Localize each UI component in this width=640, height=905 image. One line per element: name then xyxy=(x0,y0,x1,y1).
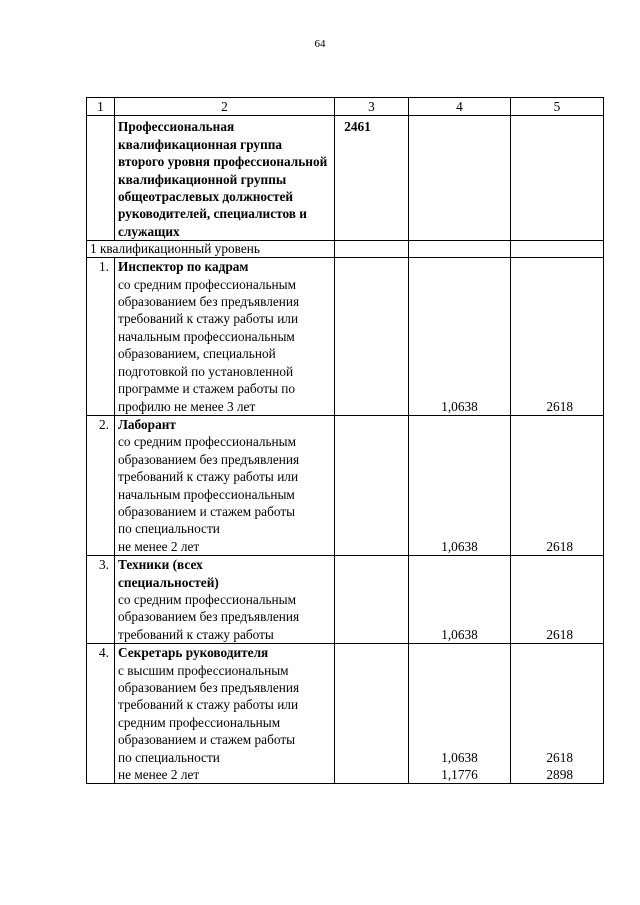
header-cell: 1 xyxy=(87,98,115,116)
coefficient-value: 1,0638 xyxy=(409,415,511,555)
coefficient-cell xyxy=(409,644,511,784)
page-number: 64 xyxy=(314,38,326,50)
position-description: со средним профессиональным образованием без предъявления требований к стажу работы xyxy=(118,591,300,642)
salary-value: 2618 xyxy=(546,749,573,765)
salary-value: 2898 xyxy=(546,767,573,783)
header-cell: 5 xyxy=(511,98,604,116)
salary-cell xyxy=(511,644,604,784)
group-name: Профессиональная квалификационная группа второго уровня профессиональной квалификационной группы общеотраслевых должностей руководителей, специалистов и служащих xyxy=(115,116,335,241)
row-number: 1. xyxy=(87,258,115,416)
qualification-level-label: 1 квалификационный уровень xyxy=(87,241,335,258)
empty-cell xyxy=(335,258,409,416)
table-header-row xyxy=(87,98,604,116)
salary-value: 2618 xyxy=(511,258,604,416)
header-cell: 3 xyxy=(335,98,409,116)
group-row xyxy=(87,116,604,241)
header-cell: 4 xyxy=(409,98,511,116)
salary-value: 2618 xyxy=(511,415,604,555)
table-row xyxy=(87,258,604,416)
table-row xyxy=(87,556,604,644)
empty-cell xyxy=(409,116,511,241)
position-description: с высшим профессиональным образованием без предъявления требований к стажу работы или средним профессиональным образованием и стажем работы по специальности не менее 2 лет xyxy=(118,662,300,783)
group-code-cell xyxy=(335,116,409,241)
position-cell xyxy=(115,415,335,555)
empty-cell xyxy=(511,116,604,241)
row-number: 4. xyxy=(87,644,115,784)
empty-cell xyxy=(335,415,409,555)
qualification-level-row xyxy=(87,241,604,258)
row-number: 3. xyxy=(87,556,115,644)
empty-cell xyxy=(335,644,409,784)
empty-cell xyxy=(87,116,115,241)
position-description: со средним профессиональным образованием без предъявления требований к стажу работы или начальным профессиональным образованием и стажем работы по специальности не менее 2 лет xyxy=(118,434,300,554)
coefficient-value: 1,1776 xyxy=(441,767,478,783)
header-cell: 2 xyxy=(115,98,335,116)
coefficient-value: 1,0638 xyxy=(409,556,511,644)
group-code: 2461 xyxy=(344,119,371,135)
position-title: Инспектор по кадрам xyxy=(118,259,249,275)
position-title: Лаборант xyxy=(118,416,176,432)
position-description: со средним профессиональным образованием без предъявления требований к стажу работы или начальным профессиональным образованием, специальной подготовкой по установленной программе и стажем работы по профилю не менее 3 лет xyxy=(118,276,300,414)
empty-cell xyxy=(335,241,409,258)
salary-value: 2618 xyxy=(511,556,604,644)
position-title: Секретарь руководителя xyxy=(118,645,269,661)
position-cell xyxy=(115,556,335,644)
coefficient-value: 1,0638 xyxy=(441,749,478,765)
coefficient-value: 1,0638 xyxy=(409,258,511,416)
empty-cell xyxy=(335,556,409,644)
position-cell xyxy=(115,644,335,784)
position-title: Техники (всех специальностей) xyxy=(118,557,219,590)
table-row xyxy=(87,644,604,784)
salary-table xyxy=(86,97,604,784)
empty-cell xyxy=(511,241,604,258)
empty-cell xyxy=(409,241,511,258)
row-number: 2. xyxy=(87,415,115,555)
table-row xyxy=(87,415,604,555)
position-cell xyxy=(115,258,335,416)
